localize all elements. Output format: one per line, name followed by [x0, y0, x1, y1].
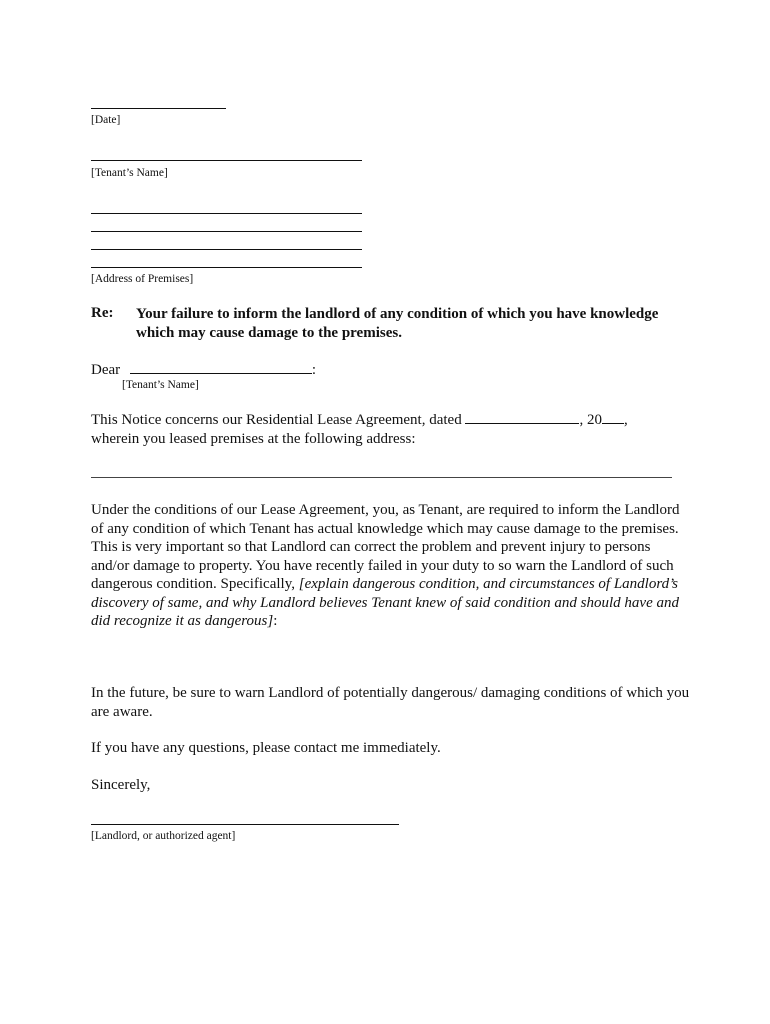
notice-paragraph: [91, 410, 691, 448]
tenant-name-label: [Tenant’s Name]: [91, 167, 168, 179]
tenant-name-blank-line[interactable]: [91, 160, 362, 161]
conditions-instruction: [explain dangerous condition, and circumstances of Landlord’s discovery of same, and why Landlord believes Tenant knew of said condition and should have and did recognize it as dangerous]: [91, 576, 679, 629]
notice-text-4: wherein you leased premises at the following address:: [91, 430, 416, 447]
questions-paragraph: If you have any questions, please contact me immediately.: [91, 740, 441, 756]
lease-date-blank[interactable]: [465, 410, 579, 424]
notice-text-2: , 20: [579, 412, 602, 428]
re-label: Re:: [91, 305, 114, 321]
future-paragraph: In the future, be sure to warn Landlord of potentially dangerous/ damaging conditions of which you are aware.: [91, 685, 690, 720]
address-blank-line-2[interactable]: [91, 231, 362, 232]
address-blank-line-3[interactable]: [91, 249, 362, 250]
address-label: [Address of Premises]: [91, 273, 194, 285]
salutation: [91, 360, 316, 380]
notice-text-3: ,: [623, 412, 628, 428]
signature-label: [Landlord, or authorized agent]: [91, 830, 236, 842]
conditions-paragraph: [91, 501, 691, 631]
salutation-tenant-label: [Tenant’s Name]: [122, 379, 199, 391]
address-blank-line-1[interactable]: [91, 213, 362, 214]
address-blank-line-4[interactable]: [91, 267, 362, 268]
conditions-text: Under the conditions of our Lease Agreement, you, as Tenant, are required to inform the Landlord of any condition of which Tenant has actual knowledge which may cause damage to the premises. This is very important so that Landlord can correct the problem and prevent injury to persons and/or damage to property. You have recently failed in your duty to so warn the Landlord of such dangerous condition. Specifically,: [91, 502, 680, 592]
signature-blank-line[interactable]: [91, 824, 399, 825]
lease-year-blank[interactable]: [602, 410, 624, 424]
notice-text-1: This Notice concerns our Residential Lease Agreement, dated: [91, 412, 462, 428]
conditions-end: :: [273, 613, 278, 629]
closing: Sincerely,: [91, 777, 151, 793]
date-label: [Date]: [91, 114, 121, 126]
subject-text: Your failure to inform the landlord of any condition of which you have knowledge which may cause damage to the premises.: [136, 306, 659, 341]
dear-word: Dear: [91, 362, 121, 378]
salutation-blank[interactable]: [130, 360, 312, 374]
premises-address-blank-line[interactable]: [91, 477, 672, 478]
date-blank-line[interactable]: [91, 108, 226, 109]
salutation-colon: :: [311, 362, 317, 378]
